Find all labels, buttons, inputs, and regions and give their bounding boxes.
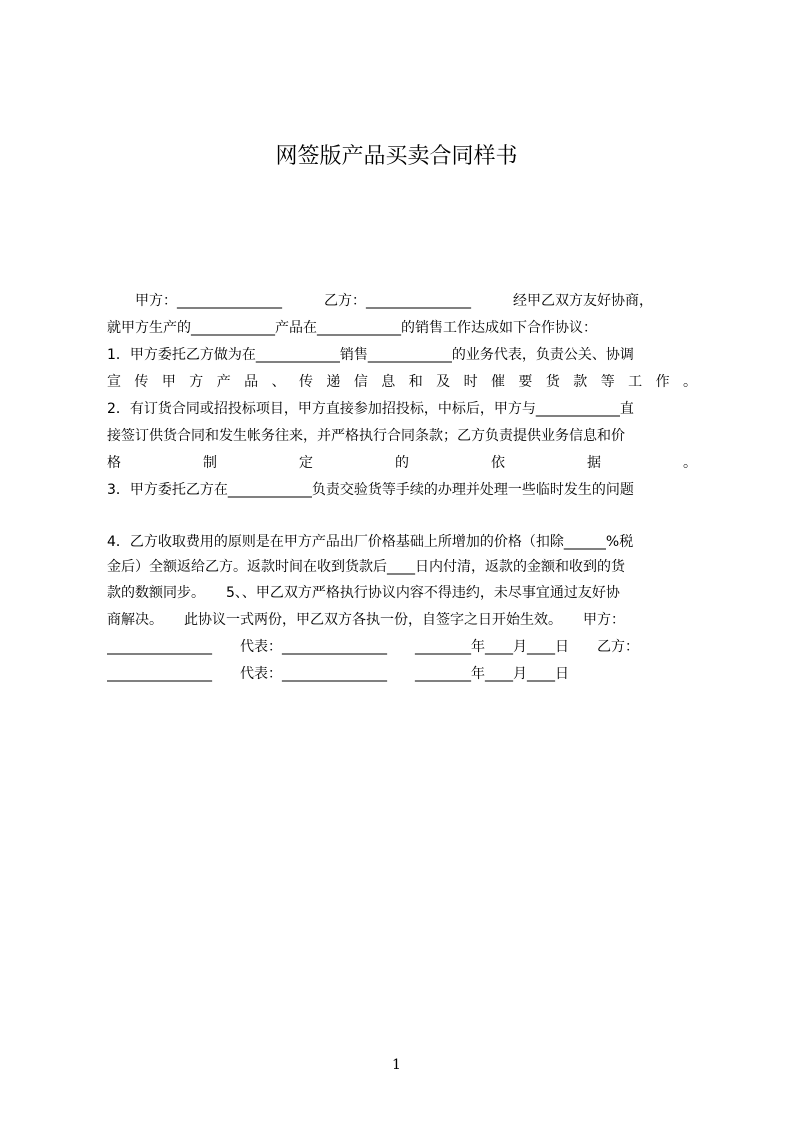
body-line-12: 商解决。 此协议一式两份，甲乙双方各执一份，自签字之日开始生效。 甲方： [107,612,625,628]
body-line-7: 格 制 定 的 依 据 。 [107,455,697,471]
body-line-9: 4．乙方收取费用的原则是在甲方产品出厂价格基础上所增加的价格（扣除______%税 [107,534,634,550]
body-line-11: 款的数额同步。 5、、甲乙双方严格执行协议内容不得违约，未尽事宜通过友好协 [107,585,620,601]
document-title: 网签版产品买卖合同样书 [275,144,518,169]
body-line-5: 2．有订货合同或招投标项目，甲方直接参加招投标，中标后，甲方与____________直 [107,401,634,417]
signature-line-2: _______________ 代表：_______________ ________年____月____日 [107,666,569,682]
body-line-4: 宣 传 甲 方 产 品 、 传 递 信 息 和 及 时 催 要 货 款 等 工 作 。 [107,374,697,390]
body-line-2: 就甲方生产的____________产品在____________的销售工作达成如下合作协议： [107,320,597,336]
body-line-8: 3．甲方委托乙方在____________负责交验货等手续的办理并处理一些临时发生的问题 [107,482,634,498]
signature-line-1: _______________ 代表：_______________ ________年____月____日 乙方： [107,639,639,655]
body-line-blank [107,507,697,527]
page-number: 1 [392,1057,401,1073]
body-line-6: 接签订供货合同和发生帐务往来，并严格执行合同条款；乙方负责提供业务信息和价 [107,428,625,444]
body-line-3: 1．甲方委托乙方做为在____________销售____________的业务代表，负责公关、协调 [107,347,634,363]
body-line-10: 金后）全额返给乙方。返款时间在收到货款后____日内付清，返款的金额和收到的货 [107,559,625,575]
body-line-1: 甲方：_______________ 乙方：_______________ 经甲乙双方友好协商， [107,293,653,309]
